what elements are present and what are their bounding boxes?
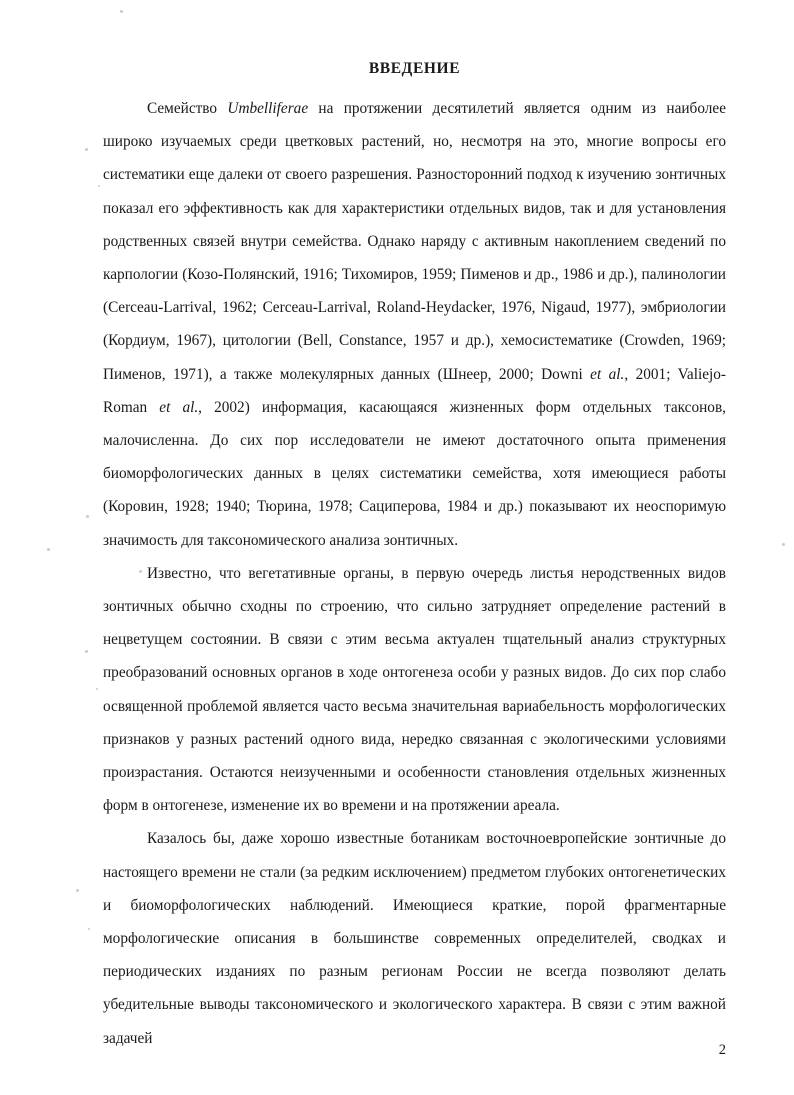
scan-speck bbox=[96, 688, 98, 690]
scan-speck bbox=[85, 650, 88, 653]
scan-speck bbox=[782, 543, 785, 546]
italic-run: Umbelliferae bbox=[227, 100, 309, 117]
paragraph-1: Семейство Umbelliferae на протяжении десятилетий является одним из наиболее широко изучаемых среди цветковых растений, но, несмотря на это, многие вопросы его систематики еще далеки от своего разрешения. Разносторонний подход к изучению зонтичных показал его эффективность как для характеристики отдельных видов, так и для установления родственных связей внутри семейства. Однако наряду с активным накоплением сведений по карпологии (Козо-Полянский, 1916; Тихомиров, 1959; Пименов и др., 1986 и др.), палинологии (Cerceau-Larrival, 1962; Cerceau-Larrival, Roland-Heydacker, 1976, Nigaud, 1977), эмбриологии (Кордиум, 1967), цитологии (Bell, Constance, 1957 и др.), хемосистематике (Crowden, 1969; Пименов, 1971), а также молекулярных данных (Шнеер, 2000; Downi et al., 2001; Valiejo-Roman et al., 2002) информация, касающаяся жизненных форм отдельных таксонов, малочисленна. До сих пор исследователи не имеют достаточного опыта применения биоморфологических данных в целях систематики семейства, хотя имеющиеся работы (Коровин, 1928; 1940; Тюрина, 1978; Сациперова, 1984 и др.) показывают их неоспоримую значимость для таксономического анализа зонтичных. bbox=[103, 100, 727, 549]
scan-speck bbox=[85, 148, 88, 151]
italic-run: et al. bbox=[159, 398, 199, 416]
paragraph-3: Казалось бы, даже хорошо известные ботаникам восточноевропейские зонтичные до настоящего времени не стали (за редким исключением) предметом глубоких онтогенетических и биоморфологических наблюдений. Имеющиеся краткие, порой фрагментарные морфологические описания в большинстве современных определителей, сводках и периодических изданиях по разным регионам России не всегда позволяют делать убедительные выводы таксономического и экологического характера. В связи с этим важной задачей bbox=[103, 830, 726, 1047]
document-body bbox=[103, 92, 726, 1055]
paragraph-2: Известно, что вегетативные органы, в первую очередь листья неродственных видов зонтичных обычно сходны по строению, что сильно затрудняет определение растений в нецветущем состоянии. В связи с этим весьма актуален тщательный анализ структурных преобразований основных органов в ходе онтогенеза особи у разных видов. До сих пор слабо освященной проблемой является часто весьма значительная вариабельность морфологических признаков у разных растений одного вида, нередко связанная с экологическими условиями произрастания. Остаются неизученными и особенности становления отдельных жизненных форм в онтогенезе, изменение их во времени и на протяжении ареала. bbox=[103, 564, 726, 815]
scan-speck bbox=[98, 185, 100, 187]
scan-speck bbox=[120, 10, 123, 13]
scan-speck bbox=[86, 515, 89, 518]
page-number: 2 bbox=[718, 1042, 726, 1058]
italic-run: et al. bbox=[590, 365, 625, 383]
page-title: ВВЕДЕНИЕ bbox=[368, 60, 461, 77]
scan-speck bbox=[139, 570, 142, 573]
scan-speck bbox=[88, 928, 90, 930]
scan-speck bbox=[76, 889, 79, 892]
scan-speck bbox=[47, 548, 50, 551]
